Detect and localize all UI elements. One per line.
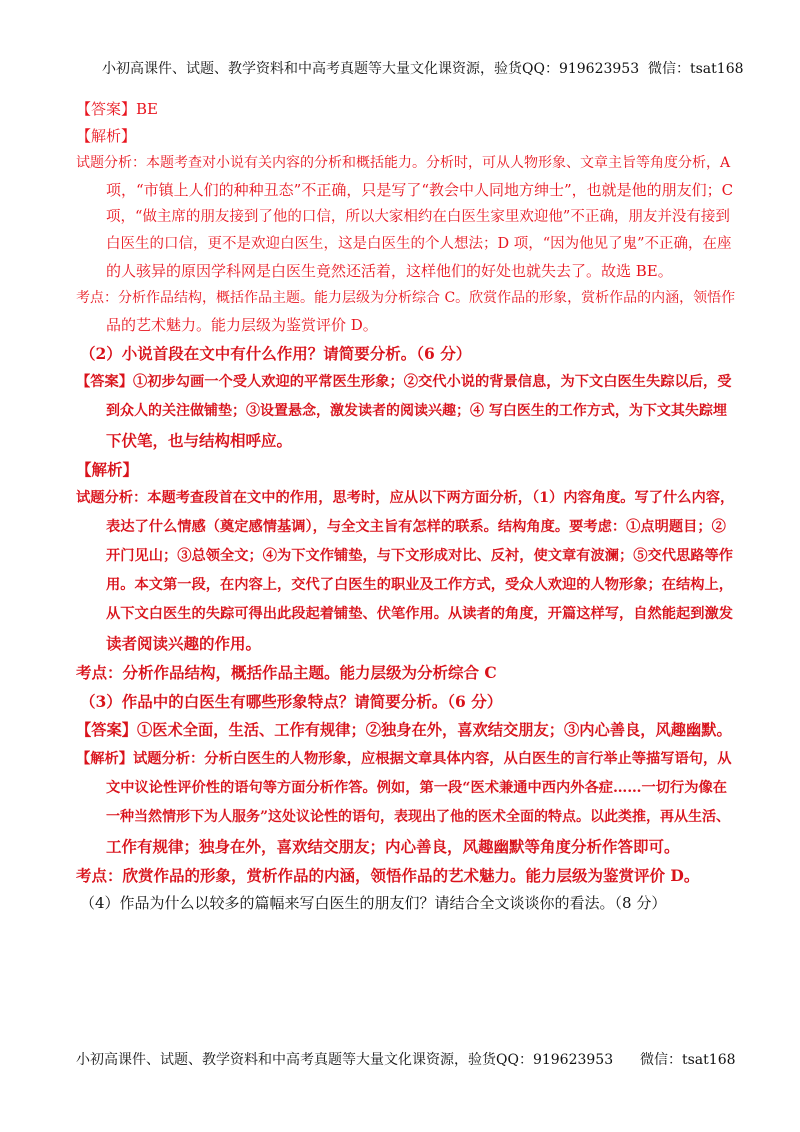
q2-analysis-line: 读者阅读兴趣的作用。 bbox=[106, 634, 262, 653]
q2-answer-line: 到众人的关注做铺垫；③设置悬念，激发读者的阅读兴趣；④ 写白医生的工作方式，为下文其失踪埋 bbox=[106, 403, 727, 419]
header-wechat: 微信：tsat168 bbox=[648, 61, 744, 77]
q1-section bbox=[76, 96, 736, 339]
q1-analysis-line: 项，“市镇上人们的种种丑态”不正确，只是写了“教会中人同地方绅士”，也就是他的朋友们；C bbox=[106, 181, 734, 199]
q1-answer: 【答案】BE bbox=[76, 100, 158, 118]
document-body bbox=[76, 96, 736, 916]
q1-analysis-line: 试题分析：本题考查对小说有关内容的分析和概括能力。分析时，可从人物形象、文章主旨等角度分析，A bbox=[76, 155, 731, 171]
q3-section bbox=[76, 687, 736, 890]
q1-kaodian-line: 考点：分析作品结构，概括作品主题。能力层级为分析综合 C。欣赏作品的形象，赏析作品的内涵，领悟作 bbox=[76, 290, 736, 306]
q2-analysis-line: 试题分析：本题考查段首在文中的作用，思考时，应从以下两方面分析，（1）内容角度。写了什么内容， bbox=[76, 490, 735, 506]
q3-analysis-line: 工作有规律；独身在外，喜欢结交朋友；内心善良，风趣幽默等角度分析作答即可。 bbox=[106, 837, 680, 856]
q2-answer-line: 下伏笔，也与结构相呼应。 bbox=[106, 431, 293, 450]
q2-jiexi-label: 【解析】 bbox=[76, 460, 139, 479]
q1-kaodian-line: 品的艺术魅力。能力层级为鉴赏评价 D。 bbox=[106, 316, 378, 334]
q2-analysis-line: 开门见山；③总领全文；④为下文作铺垫，与下文形成对比、反衬，使文章有波澜；⑤交代思路等作 bbox=[106, 548, 734, 564]
q3-answer: 【答案】①医术全面，生活、工作有规律；②独身在外，喜欢结交朋友；③内心善良，风趣幽默。 bbox=[76, 721, 732, 739]
header-text: 小初高课件、试题、教学资料和中高考真题等大量文化课资源，验货QQ：919623953 bbox=[102, 61, 640, 77]
q2-section bbox=[76, 339, 736, 687]
q3-analysis-line: 一种当然情形下为人服务”这处议论性的语句，表现出了他的医术全面的特点。以此类推，再从生活、 bbox=[106, 809, 731, 825]
footer-text: 小初高课件、试题、教学资料和中高考真题等大量文化课资源，验货QQ：919623953 bbox=[76, 1052, 614, 1068]
q1-analysis-line: 项，“做主席的朋友接到了他的口信，所以大家相约在白医生家里欢迎他”不正确，朋友并没有接到 bbox=[106, 209, 730, 225]
q3-analysis-line: 文中议论性评价性的语句等方面分析作答。例如，第一段“医术兼通中西内外各症……一切行为像在 bbox=[106, 780, 727, 796]
q1-analysis-line: 的人骇异的原因学科网是白医生竟然还活着，这样他们的好处也就失去了。故选 BE。 bbox=[106, 262, 673, 280]
footer-wechat: 微信：tsat168 bbox=[640, 1052, 736, 1068]
q3-analysis-line: 【解析】试题分析：分析白医生的人物形象，应根据文章具体内容，从白医生的言行举止等描写语句，从 bbox=[76, 751, 732, 767]
q2-analysis-line: 用。本文第一段，在内容上，交代了白医生的职业及工作方式，受众人欢迎的人物形象；在结构上， bbox=[106, 577, 734, 593]
q2-kaodian: 考点：分析作品结构，概括作品主题。能力层级为分析综合 C bbox=[76, 663, 497, 682]
q4-question: （4）作品为什么以较多的篇幅来写白医生的朋友们？请结合全文谈谈你的看法。（8 分） bbox=[80, 894, 667, 912]
q3-kaodian: 考点：欣赏作品的形象，赏析作品的内涵，领悟作品的艺术魅力。能力层级为鉴赏评价 D。 bbox=[76, 866, 700, 885]
q1-jiexi-label: 【解析】 bbox=[76, 127, 137, 145]
q2-question: （2）小说首段在文中有什么作用？请简要分析。（6 分） bbox=[80, 344, 472, 363]
q2-answer-line: 【答案】①初步勾画一个受人欢迎的平常医生形象；②交代小说的背景信息，为下文白医生失踪以后，受 bbox=[76, 374, 732, 390]
q2-analysis-line: 表达了什么情感（奠定感情基调），与全文主旨有怎样的联系。结构角度。要考虑：①点明题目；② bbox=[106, 519, 726, 535]
q2-analysis-line: 从下文白医生的失踪可得出此段起着铺垫、伏笔作用。从读者的角度，开篇这样写，自然能起到激发 bbox=[106, 606, 734, 622]
q3-question: （3）作品中的白医生有哪些形象特点？请简要分析。（6 分） bbox=[80, 692, 503, 711]
q1-analysis-line: 白医生的口信，更不是欢迎白医生，这是白医生的个人想法；D 项，“因为他见了鬼”不正确，在座 bbox=[106, 236, 732, 252]
